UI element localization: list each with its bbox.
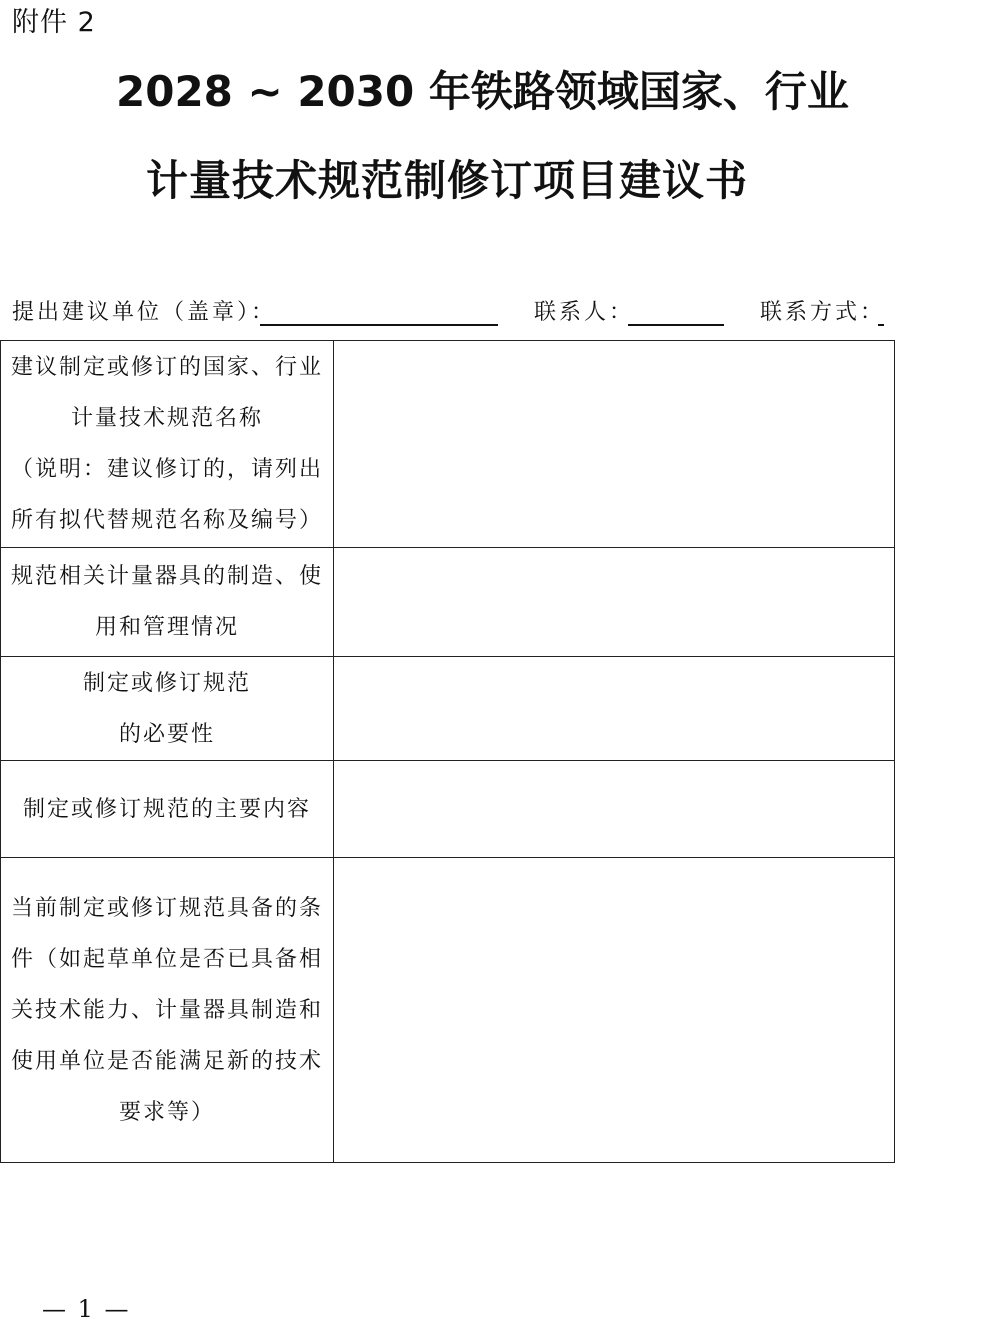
contact-person-blank[interactable] <box>628 324 724 326</box>
table-row <box>1 341 895 548</box>
contact-method-blank[interactable] <box>878 324 884 326</box>
row-label-conditions <box>1 858 334 1163</box>
table-row <box>1 858 895 1163</box>
page-number: — 1 — <box>42 1295 131 1323</box>
row-label-necessity <box>1 657 334 761</box>
row-label-spec-name <box>1 341 334 548</box>
label-line: 所有拟代替规范名称及编号） <box>10 508 323 533</box>
value-cell-instrument-usage[interactable] <box>334 548 895 657</box>
row-label-main-content <box>1 761 334 858</box>
label-line: （说明：建议修订的，请列出 <box>10 457 323 482</box>
label-line: 要求等） <box>118 1099 215 1125</box>
label-line: 规范相关计量器具的制造、使 <box>10 564 323 589</box>
contact-person-label: 联系人： <box>534 300 635 325</box>
row-label-instrument-usage <box>1 548 334 657</box>
document-title-line-1: 2028 ~ 2030 年铁路领域国家、行业 <box>116 67 849 116</box>
label-line: 计量技术规范名称 <box>70 406 263 431</box>
label-line: 建议制定或修订的国家、行业 <box>10 355 323 380</box>
table-row <box>1 548 895 657</box>
label-line: 关技术能力、计量器具制造和 <box>10 997 323 1023</box>
label-line: 制定或修订规范 <box>82 670 251 696</box>
value-cell-spec-name[interactable] <box>334 341 895 548</box>
attachment-label: 附件 2 <box>12 7 96 38</box>
label-line: 当前制定或修订规范具备的条 <box>10 895 323 921</box>
value-cell-conditions[interactable] <box>334 858 895 1163</box>
value-cell-main-content[interactable] <box>334 761 895 858</box>
label-line: 用和管理情况 <box>94 615 239 640</box>
table-row <box>1 761 895 858</box>
proposing-unit-blank[interactable] <box>260 324 498 326</box>
table-row <box>1 657 895 761</box>
label-line: 制定或修订规范的主要内容 <box>22 796 311 822</box>
label-line: 的必要性 <box>118 721 215 747</box>
value-cell-necessity[interactable] <box>334 657 895 761</box>
document-title-line-2: 计量技术规范制修订项目建议书 <box>146 156 749 205</box>
contact-method-label: 联系方式： <box>760 300 886 325</box>
proposing-unit-label: 提出建议单位（盖章）： <box>12 300 277 325</box>
label-line: 件（如起草单位是否已具备相 <box>10 946 323 972</box>
proposal-form-table <box>0 340 895 1163</box>
label-line: 使用单位是否能满足新的技术 <box>10 1048 323 1074</box>
